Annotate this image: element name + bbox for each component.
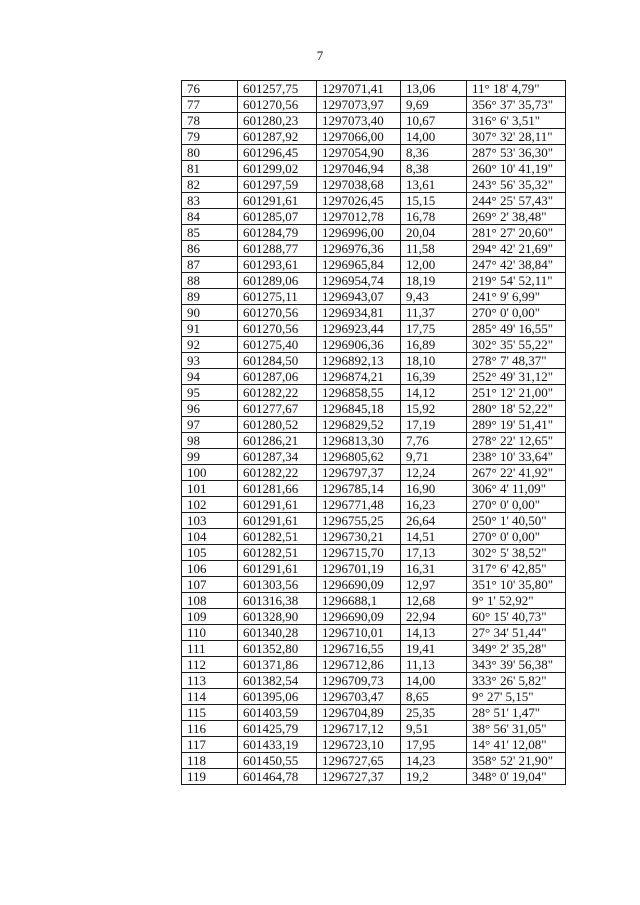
table-row (182, 529, 566, 545)
x-coordinate-cell: 601299,02 (238, 161, 317, 177)
bearing-cell: 307° 32' 28,11" (467, 129, 566, 145)
table-row (182, 161, 566, 177)
y-coordinate-cell: 1297012,78 (317, 209, 401, 225)
y-coordinate-cell: 1296723,10 (317, 737, 401, 753)
y-coordinate-cell: 1296710,01 (317, 625, 401, 641)
point-number-cell: 104 (182, 529, 238, 545)
distance-cell: 11,37 (401, 305, 467, 321)
y-coordinate-cell: 1296785,14 (317, 481, 401, 497)
table-row (182, 369, 566, 385)
distance-cell: 11,58 (401, 241, 467, 257)
x-coordinate-cell: 601287,06 (238, 369, 317, 385)
distance-cell: 25,35 (401, 705, 467, 721)
distance-cell: 16,90 (401, 481, 467, 497)
x-coordinate-cell: 601282,22 (238, 465, 317, 481)
y-coordinate-cell: 1296943,07 (317, 289, 401, 305)
distance-cell: 16,78 (401, 209, 467, 225)
table-row (182, 193, 566, 209)
table-row (182, 257, 566, 273)
x-coordinate-cell: 601293,61 (238, 257, 317, 273)
bearing-cell: 27° 34' 51,44" (467, 625, 566, 641)
bearing-cell: 287° 53' 36,30" (467, 145, 566, 161)
distance-cell: 18,19 (401, 273, 467, 289)
point-number-cell: 106 (182, 561, 238, 577)
table-row (182, 545, 566, 561)
bearing-cell: 281° 27' 20,60" (467, 225, 566, 241)
table-row (182, 433, 566, 449)
bearing-cell: 358° 52' 21,90" (467, 753, 566, 769)
x-coordinate-cell: 601425,79 (238, 721, 317, 737)
y-coordinate-cell: 1296727,65 (317, 753, 401, 769)
y-coordinate-cell: 1296906,36 (317, 337, 401, 353)
table-row (182, 129, 566, 145)
bearing-cell: 316° 6' 3,51" (467, 113, 566, 129)
bearing-cell: 294° 42' 21,69" (467, 241, 566, 257)
x-coordinate-cell: 601284,50 (238, 353, 317, 369)
point-number-cell: 78 (182, 113, 238, 129)
distance-cell: 20,04 (401, 225, 467, 241)
table-row (182, 177, 566, 193)
table-row (182, 641, 566, 657)
table-row (182, 737, 566, 753)
point-number-cell: 102 (182, 497, 238, 513)
distance-cell: 16,31 (401, 561, 467, 577)
y-coordinate-cell: 1297071,41 (317, 81, 401, 97)
table-row (182, 513, 566, 529)
table-row (182, 305, 566, 321)
bearing-cell: 285° 49' 16,55" (467, 321, 566, 337)
table-body (182, 81, 566, 785)
x-coordinate-cell: 601296,45 (238, 145, 317, 161)
bearing-cell: 60° 15' 40,73" (467, 609, 566, 625)
table-row (182, 465, 566, 481)
bearing-cell: 14° 41' 12,08" (467, 737, 566, 753)
distance-cell: 17,13 (401, 545, 467, 561)
bearing-cell: 9° 27' 5,15" (467, 689, 566, 705)
y-coordinate-cell: 1296771,48 (317, 497, 401, 513)
x-coordinate-cell: 601285,07 (238, 209, 317, 225)
y-coordinate-cell: 1296797,37 (317, 465, 401, 481)
distance-cell: 7,76 (401, 433, 467, 449)
distance-cell: 12,68 (401, 593, 467, 609)
bearing-cell: 260° 10' 41,19" (467, 161, 566, 177)
bearing-cell: 270° 0' 0,00" (467, 529, 566, 545)
point-number-cell: 93 (182, 353, 238, 369)
distance-cell: 12,00 (401, 257, 467, 273)
point-number-cell: 84 (182, 209, 238, 225)
y-coordinate-cell: 1297054,90 (317, 145, 401, 161)
bearing-cell: 9° 1' 52,92" (467, 593, 566, 609)
point-number-cell: 77 (182, 97, 238, 113)
point-number-cell: 89 (182, 289, 238, 305)
distance-cell: 16,89 (401, 337, 467, 353)
x-coordinate-cell: 601287,34 (238, 449, 317, 465)
distance-cell: 26,64 (401, 513, 467, 529)
y-coordinate-cell: 1296755,25 (317, 513, 401, 529)
y-coordinate-cell: 1296727,37 (317, 769, 401, 785)
x-coordinate-cell: 601282,22 (238, 385, 317, 401)
distance-cell: 14,12 (401, 385, 467, 401)
point-number-cell: 82 (182, 177, 238, 193)
x-coordinate-cell: 601277,67 (238, 401, 317, 417)
y-coordinate-cell: 1296845,18 (317, 401, 401, 417)
point-number-cell: 112 (182, 657, 238, 673)
y-coordinate-cell: 1296716,55 (317, 641, 401, 657)
x-coordinate-cell: 601257,75 (238, 81, 317, 97)
x-coordinate-cell: 601288,77 (238, 241, 317, 257)
table-row (182, 673, 566, 689)
bearing-cell: 250° 1' 40,50" (467, 513, 566, 529)
bearing-cell: 28° 51' 1,47" (467, 705, 566, 721)
distance-cell: 15,15 (401, 193, 467, 209)
point-number-cell: 103 (182, 513, 238, 529)
distance-cell: 12,97 (401, 577, 467, 593)
x-coordinate-cell: 601286,21 (238, 433, 317, 449)
coordinates-table (181, 80, 566, 785)
point-number-cell: 86 (182, 241, 238, 257)
point-number-cell: 76 (182, 81, 238, 97)
page-number: 7 (316, 48, 324, 63)
point-number-cell: 114 (182, 689, 238, 705)
distance-cell: 9,51 (401, 721, 467, 737)
x-coordinate-cell: 601287,92 (238, 129, 317, 145)
distance-cell: 14,13 (401, 625, 467, 641)
distance-cell: 16,23 (401, 497, 467, 513)
table-row (182, 449, 566, 465)
table-row (182, 289, 566, 305)
point-number-cell: 119 (182, 769, 238, 785)
distance-cell: 14,00 (401, 129, 467, 145)
table-row (182, 609, 566, 625)
y-coordinate-cell: 1296704,89 (317, 705, 401, 721)
table-row (182, 241, 566, 257)
bearing-cell: 219° 54' 52,11" (467, 273, 566, 289)
x-coordinate-cell: 601291,61 (238, 561, 317, 577)
table-row (182, 321, 566, 337)
bearing-cell: 241° 9' 6,99" (467, 289, 566, 305)
table-row (182, 689, 566, 705)
point-number-cell: 113 (182, 673, 238, 689)
table-row (182, 273, 566, 289)
distance-cell: 8,65 (401, 689, 467, 705)
point-number-cell: 107 (182, 577, 238, 593)
y-coordinate-cell: 1296829,52 (317, 417, 401, 433)
table-row (182, 385, 566, 401)
table-row (182, 593, 566, 609)
y-coordinate-cell: 1296923,44 (317, 321, 401, 337)
distance-cell: 9,69 (401, 97, 467, 113)
point-number-cell: 95 (182, 385, 238, 401)
bearing-cell: 247° 42' 38,84" (467, 257, 566, 273)
x-coordinate-cell: 601297,59 (238, 177, 317, 193)
bearing-cell: 278° 7' 48,37" (467, 353, 566, 369)
y-coordinate-cell: 1296874,21 (317, 369, 401, 385)
bearing-cell: 269° 2' 38,48" (467, 209, 566, 225)
table-row (182, 145, 566, 161)
table-row (182, 113, 566, 129)
x-coordinate-cell: 601403,59 (238, 705, 317, 721)
y-coordinate-cell: 1297073,40 (317, 113, 401, 129)
distance-cell: 17,19 (401, 417, 467, 433)
point-number-cell: 116 (182, 721, 238, 737)
point-number-cell: 92 (182, 337, 238, 353)
distance-cell: 17,95 (401, 737, 467, 753)
distance-cell: 13,61 (401, 177, 467, 193)
table-row (182, 625, 566, 641)
table-row (182, 705, 566, 721)
bearing-cell: 349° 2' 35,28" (467, 641, 566, 657)
x-coordinate-cell: 601450,55 (238, 753, 317, 769)
distance-cell: 19,2 (401, 769, 467, 785)
x-coordinate-cell: 601395,06 (238, 689, 317, 705)
x-coordinate-cell: 601291,61 (238, 513, 317, 529)
x-coordinate-cell: 601382,54 (238, 673, 317, 689)
y-coordinate-cell: 1297038,68 (317, 177, 401, 193)
point-number-cell: 87 (182, 257, 238, 273)
bearing-cell: 244° 25' 57,43" (467, 193, 566, 209)
table-row (182, 225, 566, 241)
distance-cell: 13,06 (401, 81, 467, 97)
distance-cell: 18,10 (401, 353, 467, 369)
point-number-cell: 94 (182, 369, 238, 385)
x-coordinate-cell: 601464,78 (238, 769, 317, 785)
distance-cell: 12,24 (401, 465, 467, 481)
y-coordinate-cell: 1296717,12 (317, 721, 401, 737)
x-coordinate-cell: 601284,79 (238, 225, 317, 241)
table-row (182, 657, 566, 673)
x-coordinate-cell: 601433,19 (238, 737, 317, 753)
distance-cell: 17,75 (401, 321, 467, 337)
table-row (182, 481, 566, 497)
distance-cell: 14,51 (401, 529, 467, 545)
y-coordinate-cell: 1296805,62 (317, 449, 401, 465)
distance-cell: 19,41 (401, 641, 467, 657)
bearing-cell: 317° 6' 42,85" (467, 561, 566, 577)
point-number-cell: 98 (182, 433, 238, 449)
distance-cell: 9,43 (401, 289, 467, 305)
bearing-cell: 278° 22' 12,65" (467, 433, 566, 449)
bearing-cell: 348° 0' 19,04" (467, 769, 566, 785)
table-row (182, 353, 566, 369)
y-coordinate-cell: 1296858,55 (317, 385, 401, 401)
table-row (182, 401, 566, 417)
y-coordinate-cell: 1296703,47 (317, 689, 401, 705)
x-coordinate-cell: 601340,28 (238, 625, 317, 641)
distance-cell: 9,71 (401, 449, 467, 465)
x-coordinate-cell: 601270,56 (238, 97, 317, 113)
bearing-cell: 38° 56' 31,05" (467, 721, 566, 737)
x-coordinate-cell: 601280,23 (238, 113, 317, 129)
table-row (182, 497, 566, 513)
x-coordinate-cell: 601291,61 (238, 497, 317, 513)
bearing-cell: 238° 10' 33,64" (467, 449, 566, 465)
table-row (182, 81, 566, 97)
bearing-cell: 302° 5' 38,52" (467, 545, 566, 561)
point-number-cell: 80 (182, 145, 238, 161)
point-number-cell: 81 (182, 161, 238, 177)
x-coordinate-cell: 601289,06 (238, 273, 317, 289)
bearing-cell: 270° 0' 0,00" (467, 305, 566, 321)
distance-cell: 11,13 (401, 657, 467, 673)
bearing-cell: 251° 12' 21,00" (467, 385, 566, 401)
bearing-cell: 252° 49' 31,12" (467, 369, 566, 385)
distance-cell: 15,92 (401, 401, 467, 417)
point-number-cell: 83 (182, 193, 238, 209)
y-coordinate-cell: 1297026,45 (317, 193, 401, 209)
distance-cell: 8,36 (401, 145, 467, 161)
y-coordinate-cell: 1296688,1 (317, 593, 401, 609)
y-coordinate-cell: 1296712,86 (317, 657, 401, 673)
distance-cell: 14,00 (401, 673, 467, 689)
table-row (182, 561, 566, 577)
point-number-cell: 85 (182, 225, 238, 241)
distance-cell: 16,39 (401, 369, 467, 385)
point-number-cell: 118 (182, 753, 238, 769)
y-coordinate-cell: 1297066,00 (317, 129, 401, 145)
table-row (182, 209, 566, 225)
y-coordinate-cell: 1296730,21 (317, 529, 401, 545)
table-row (182, 337, 566, 353)
y-coordinate-cell: 1296892,13 (317, 353, 401, 369)
y-coordinate-cell: 1296976,36 (317, 241, 401, 257)
y-coordinate-cell: 1296690,09 (317, 609, 401, 625)
x-coordinate-cell: 601328,90 (238, 609, 317, 625)
bearing-cell: 289° 19' 51,41" (467, 417, 566, 433)
x-coordinate-cell: 601275,40 (238, 337, 317, 353)
table-row (182, 769, 566, 785)
bearing-cell: 333° 26' 5,82" (467, 673, 566, 689)
point-number-cell: 115 (182, 705, 238, 721)
point-number-cell: 105 (182, 545, 238, 561)
bearing-cell: 267° 22' 41,92" (467, 465, 566, 481)
table-row (182, 753, 566, 769)
y-coordinate-cell: 1296954,74 (317, 273, 401, 289)
point-number-cell: 88 (182, 273, 238, 289)
point-number-cell: 110 (182, 625, 238, 641)
point-number-cell: 108 (182, 593, 238, 609)
x-coordinate-cell: 601270,56 (238, 305, 317, 321)
bearing-cell: 280° 18' 52,22" (467, 401, 566, 417)
table-row (182, 97, 566, 113)
point-number-cell: 99 (182, 449, 238, 465)
y-coordinate-cell: 1297073,97 (317, 97, 401, 113)
point-number-cell: 100 (182, 465, 238, 481)
point-number-cell: 111 (182, 641, 238, 657)
bearing-cell: 343° 39' 56,38" (467, 657, 566, 673)
x-coordinate-cell: 601281,66 (238, 481, 317, 497)
bearing-cell: 11° 18' 4,79" (467, 81, 566, 97)
point-number-cell: 91 (182, 321, 238, 337)
x-coordinate-cell: 601303,56 (238, 577, 317, 593)
x-coordinate-cell: 601280,52 (238, 417, 317, 433)
x-coordinate-cell: 601316,38 (238, 593, 317, 609)
point-number-cell: 96 (182, 401, 238, 417)
point-number-cell: 90 (182, 305, 238, 321)
y-coordinate-cell: 1296690,09 (317, 577, 401, 593)
table-row (182, 417, 566, 433)
bearing-cell: 306° 4' 11,09" (467, 481, 566, 497)
distance-cell: 10,67 (401, 113, 467, 129)
x-coordinate-cell: 601352,80 (238, 641, 317, 657)
distance-cell: 22,94 (401, 609, 467, 625)
y-coordinate-cell: 1297046,94 (317, 161, 401, 177)
point-number-cell: 79 (182, 129, 238, 145)
y-coordinate-cell: 1296965,84 (317, 257, 401, 273)
table-row (182, 721, 566, 737)
x-coordinate-cell: 601270,56 (238, 321, 317, 337)
bearing-cell: 356° 37' 35,73" (467, 97, 566, 113)
y-coordinate-cell: 1296715,70 (317, 545, 401, 561)
bearing-cell: 243° 56' 35,32" (467, 177, 566, 193)
x-coordinate-cell: 601282,51 (238, 545, 317, 561)
bearing-cell: 302° 35' 55,22" (467, 337, 566, 353)
x-coordinate-cell: 601275,11 (238, 289, 317, 305)
y-coordinate-cell: 1296813,30 (317, 433, 401, 449)
distance-cell: 8,38 (401, 161, 467, 177)
bearing-cell: 351° 10' 35,80" (467, 577, 566, 593)
bearing-cell: 270° 0' 0,00" (467, 497, 566, 513)
y-coordinate-cell: 1296934,81 (317, 305, 401, 321)
y-coordinate-cell: 1296709,73 (317, 673, 401, 689)
point-number-cell: 97 (182, 417, 238, 433)
point-number-cell: 117 (182, 737, 238, 753)
table-row (182, 577, 566, 593)
distance-cell: 14,23 (401, 753, 467, 769)
x-coordinate-cell: 601371,86 (238, 657, 317, 673)
x-coordinate-cell: 601282,51 (238, 529, 317, 545)
point-number-cell: 109 (182, 609, 238, 625)
point-number-cell: 101 (182, 481, 238, 497)
y-coordinate-cell: 1296996,00 (317, 225, 401, 241)
y-coordinate-cell: 1296701,19 (317, 561, 401, 577)
x-coordinate-cell: 601291,61 (238, 193, 317, 209)
